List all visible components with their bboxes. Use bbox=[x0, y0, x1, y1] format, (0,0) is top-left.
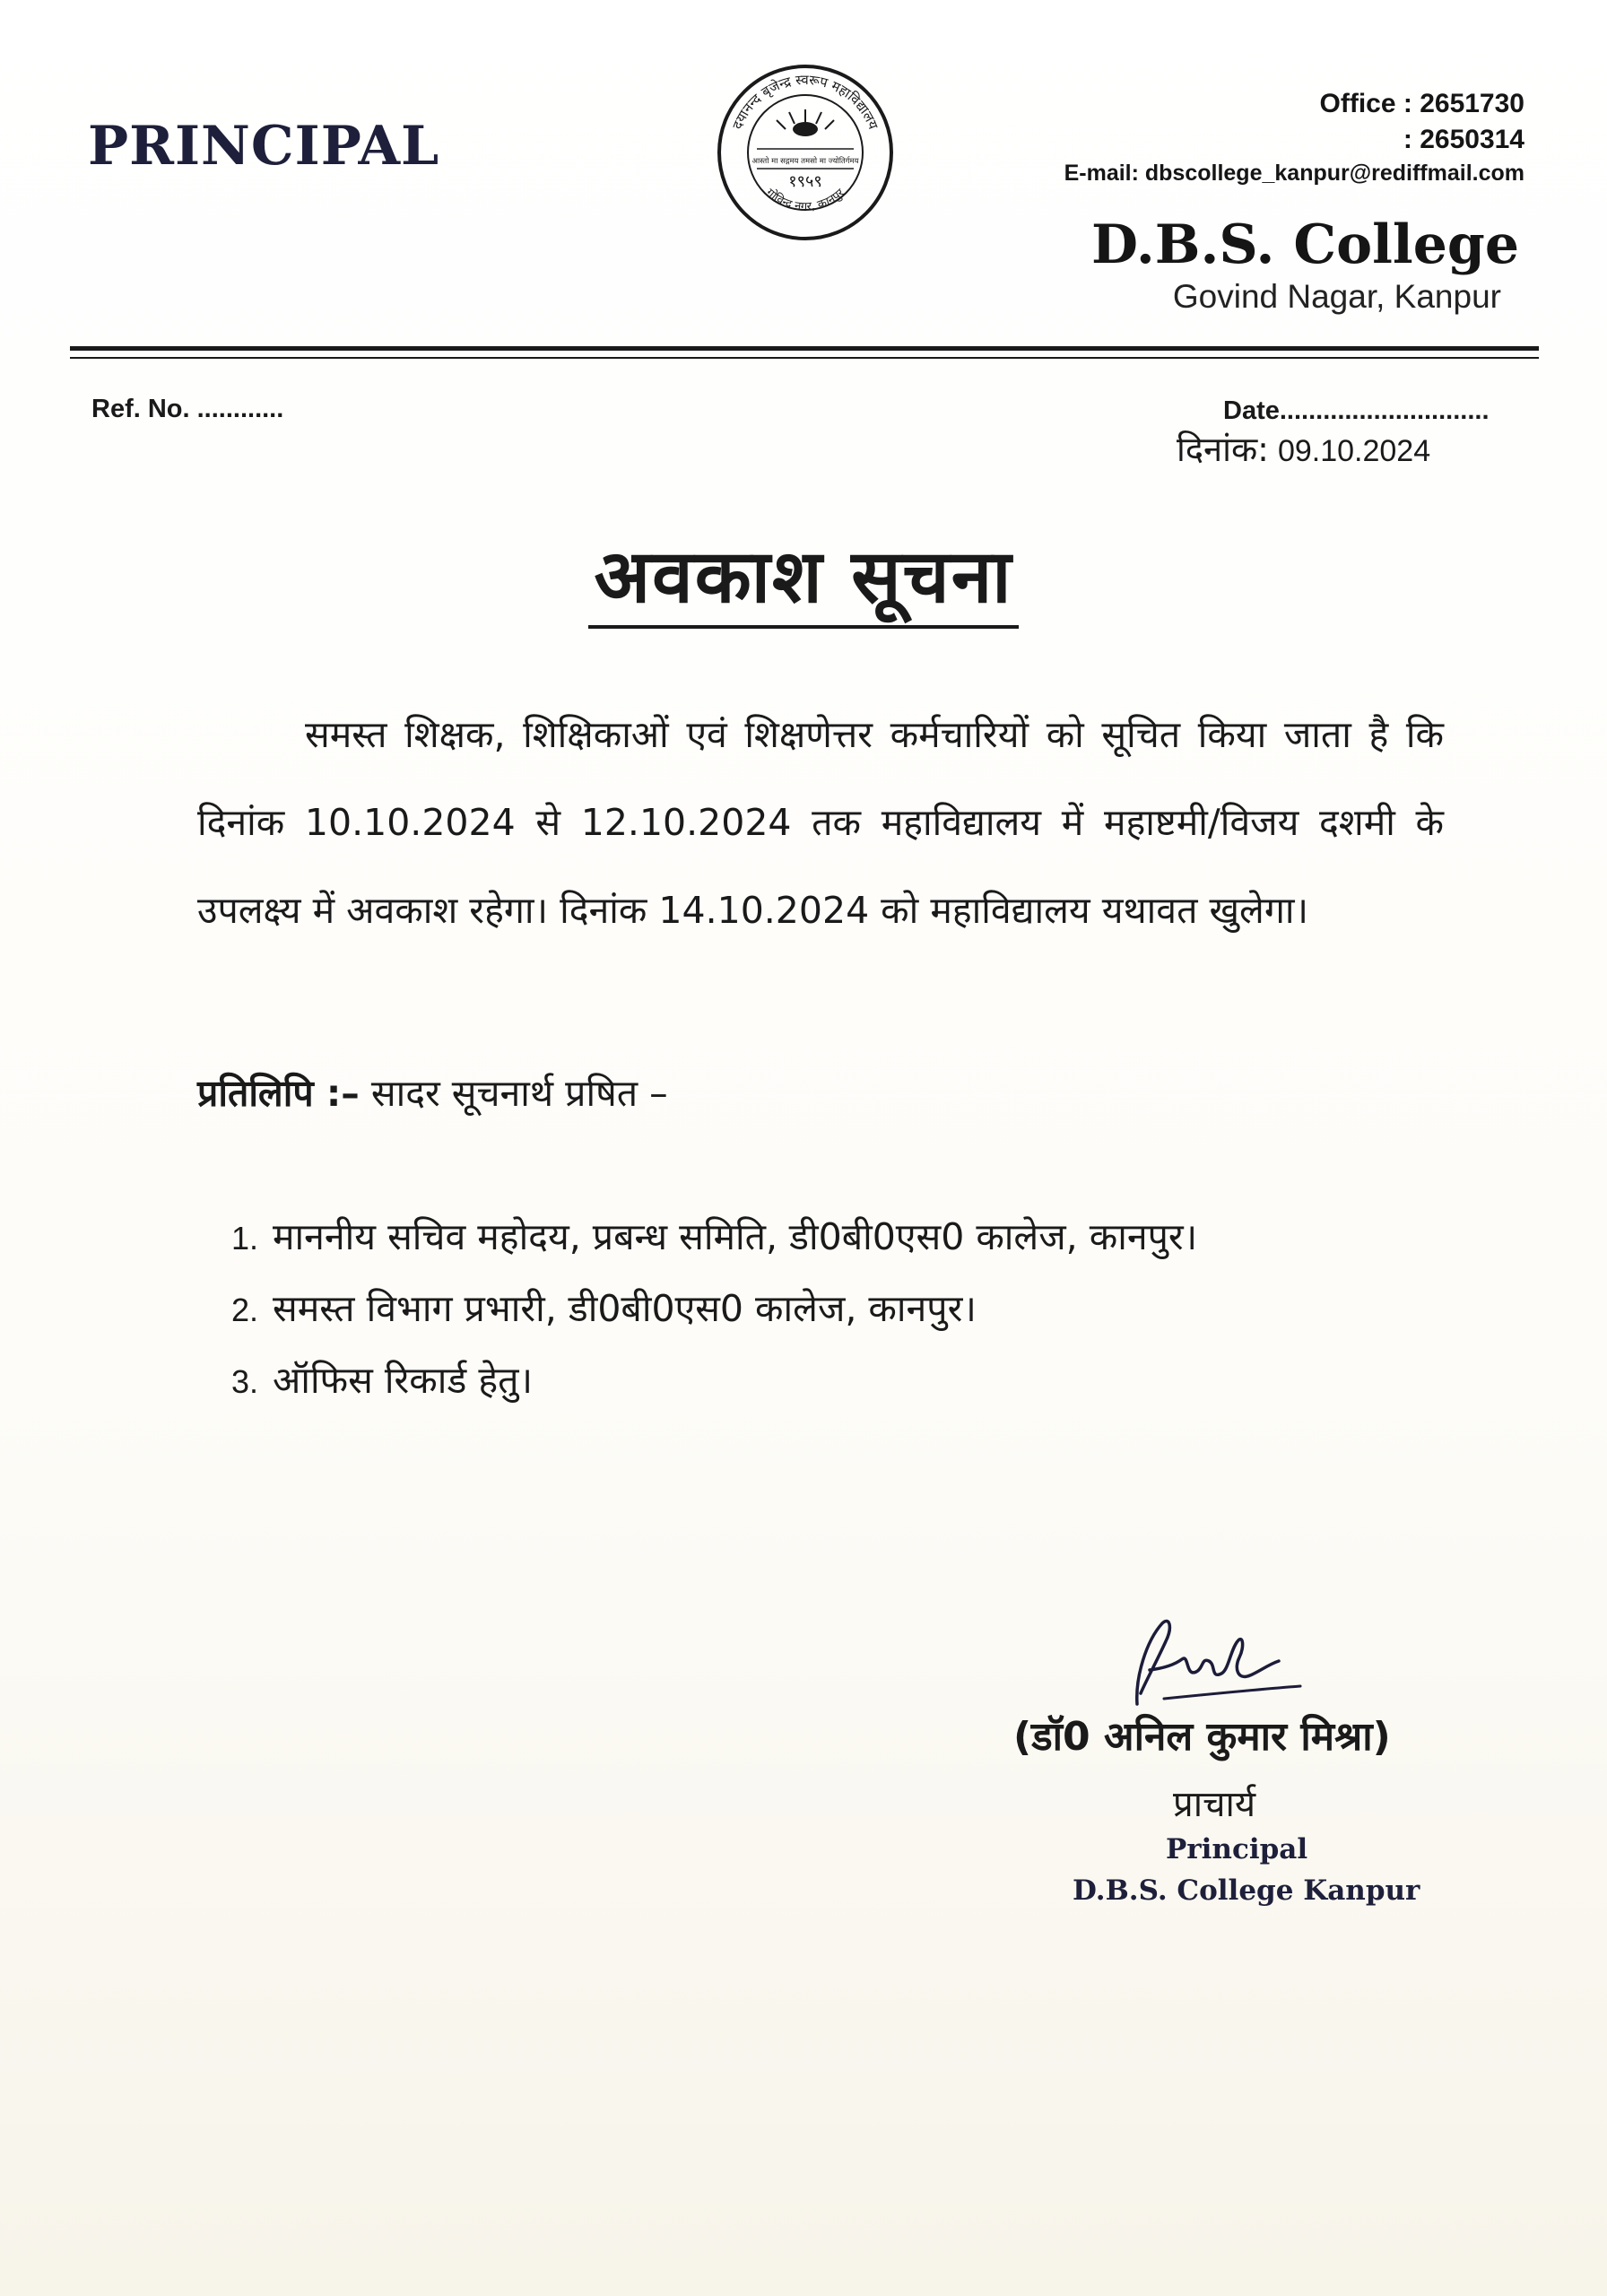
recipient-list bbox=[231, 1202, 1197, 1417]
college-address: Govind Nagar, Kanpur bbox=[1172, 278, 1501, 315]
list-item-number: 1. bbox=[231, 1220, 259, 1257]
date-field bbox=[1177, 425, 1430, 472]
email-address: E-mail: dbscollege_kanpur@rediffmail.com bbox=[1064, 161, 1524, 186]
notice-title bbox=[0, 524, 1607, 624]
date-hindi-label: दिनांक: bbox=[1177, 430, 1269, 469]
list-item-text: माननीय सचिव महोदय, प्रबन्ध समिति, डी0बी0एस0 कालेज, कानपुर। bbox=[273, 1215, 1198, 1258]
seal-year: १९५९ bbox=[788, 172, 822, 191]
official-stamp-college: D.B.S. College Kanpur bbox=[1073, 1874, 1420, 1907]
letterhead-contact-block bbox=[1064, 86, 1524, 188]
seal-top-text: दयानन्द बृजेन्द्र स्वरूप महाविद्यालय bbox=[729, 71, 882, 132]
header-divider-thick bbox=[70, 346, 1539, 351]
list-item bbox=[231, 1202, 1197, 1274]
letterhead-principal-title: PRINCIPAL bbox=[88, 115, 440, 178]
list-item bbox=[231, 1274, 1197, 1345]
header-divider-thin bbox=[70, 357, 1539, 359]
office-phone: Office : 2651730 bbox=[1319, 89, 1524, 118]
notice-paragraph: समस्त शिक्षक, शिक्षिकाओं एवं शिक्षणेत्तर कर्मचारियों को सूचित किया जाता है कि दिनांक 10.10.2024 से 12.10.2024 तक महाविद्यालय में महाष्टमी/विजय दशमी के उपलक्ष्य में अवकाश रहेगा। दिनांक 14.10.2024 को महाविद्यालय यथावत खुलेगा। bbox=[197, 713, 1444, 932]
office-phone-alt: : 2650314 bbox=[1403, 125, 1524, 154]
copy-to-line bbox=[197, 1067, 668, 1118]
signatory-designation: प्राचार्य bbox=[1173, 1784, 1256, 1825]
list-item-text: समस्त विभाग प्रभारी, डी0बी0एस0 कालेज, कानपुर। bbox=[273, 1287, 977, 1330]
signatory-name: (डॉ0 अनिल कुमार मिश्रा) bbox=[1013, 1714, 1391, 1760]
notice-body bbox=[197, 691, 1444, 954]
date-value: 09.10.2024 bbox=[1277, 434, 1431, 468]
copy-label: प्रतिलिपि :– bbox=[197, 1072, 360, 1115]
list-item bbox=[231, 1345, 1197, 1417]
official-stamp-title: Principal bbox=[1166, 1833, 1308, 1866]
seal-bottom-text: गोविन्द नगर, कानपुर bbox=[763, 186, 847, 214]
college-seal-emblem bbox=[716, 63, 895, 242]
list-item-text: ऑफिस रिकार्ड हेतु। bbox=[273, 1359, 534, 1402]
copy-text: सादर सूचनार्थ प्रषित – bbox=[370, 1072, 668, 1115]
notice-title-text: अवकाश सूचना bbox=[588, 535, 1018, 629]
list-item-number: 2. bbox=[231, 1292, 259, 1328]
date-label: Date............................. bbox=[1223, 396, 1490, 425]
seal-motto: आस्तो मा सद्गमय तमसो मा ज्योतिर्गमय bbox=[751, 157, 859, 166]
college-name: D.B.S. College bbox=[1090, 213, 1519, 276]
reference-number: Ref. No. ............ bbox=[91, 395, 284, 423]
list-item-number: 3. bbox=[231, 1363, 259, 1400]
